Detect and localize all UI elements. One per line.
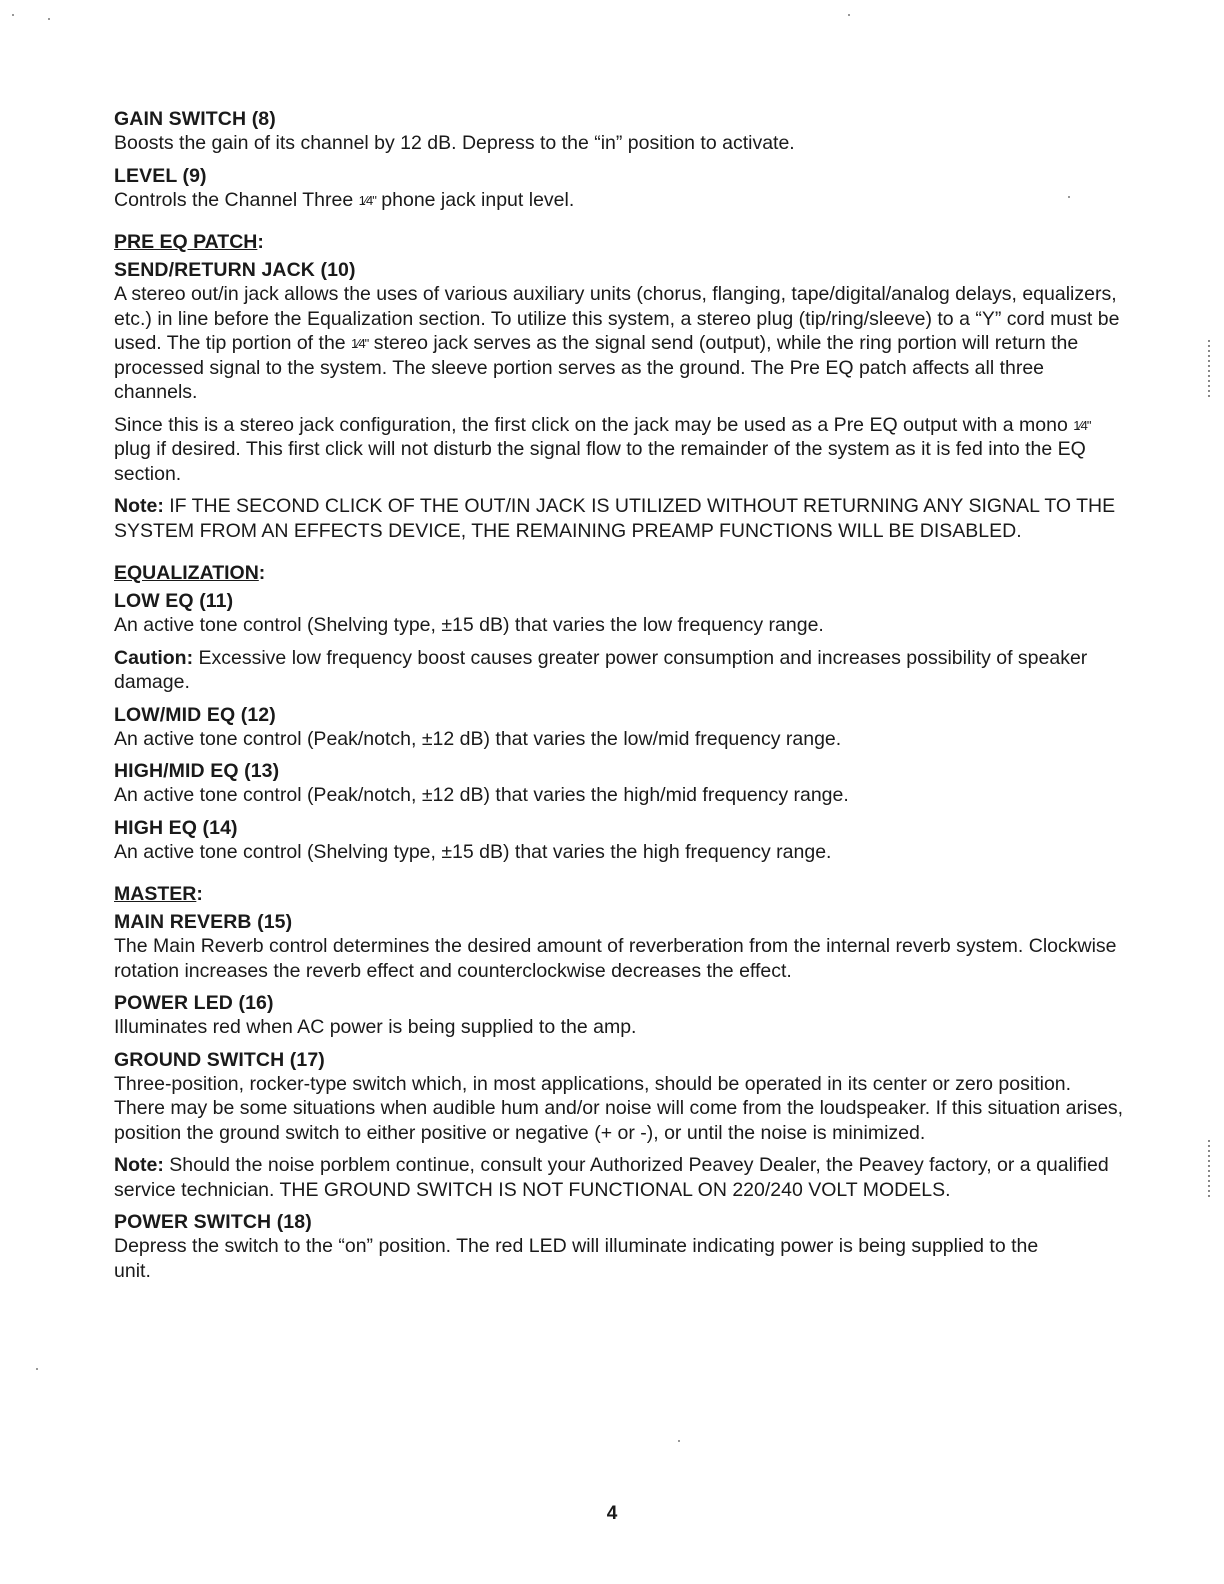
main-reverb-description: The Main Reverb control determines the desired amount of reverberation from the internal reverb system. Clockwise rotation increases the reverb effect and counterclockwise decreases the effect. bbox=[114, 935, 1117, 982]
level-text-end: phone jack input level. bbox=[375, 188, 575, 211]
master-title bbox=[114, 882, 1124, 906]
equalization-title bbox=[114, 561, 1124, 585]
high-mid-eq-heading: HIGH/MID EQ (13) bbox=[114, 760, 280, 782]
send-return-heading: SEND/RETURN JACK (10) bbox=[114, 259, 356, 281]
power-switch-entry bbox=[114, 1210, 1124, 1283]
caution-text: Excessive low frequency boost causes greater power consumption and increases possibility of speaker damage. bbox=[114, 646, 1088, 693]
master-title-text: MASTER bbox=[114, 883, 197, 905]
master-colon: : bbox=[196, 883, 203, 905]
scan-edge-mark bbox=[1208, 1140, 1210, 1200]
high-mid-eq-description: An active tone control (Peak/notch, ±12 dB) that varies the high/mid frequency range. bbox=[114, 784, 849, 806]
send-return-note bbox=[114, 494, 1124, 543]
equalization-title-text: EQUALIZATION bbox=[114, 562, 259, 584]
ground-switch-note bbox=[114, 1153, 1124, 1202]
page-number: 4 bbox=[606, 1503, 618, 1524]
equalization-colon: : bbox=[258, 562, 266, 584]
send-return-description bbox=[114, 282, 1124, 405]
high-eq-heading: HIGH EQ (14) bbox=[114, 816, 238, 839]
level-entry bbox=[114, 164, 1124, 213]
high-eq-entry bbox=[114, 816, 1124, 865]
note-text: Should the noise porblem continue, consult your Authorized Peavey Dealer, the Peavey factory, or a qualified service technician. THE GROUND SWITCH IS NOT FUNCTIONAL ON 220/240 VOLT MODELS. bbox=[114, 1154, 1109, 1201]
low-eq-description: An active tone control (Shelving type, ±15 dB) that varies the low frequency range. bbox=[114, 614, 824, 636]
note-label: Note: bbox=[114, 495, 164, 517]
ground-switch-entry bbox=[114, 1048, 1124, 1203]
low-mid-eq-heading: LOW/MID EQ (12) bbox=[114, 703, 276, 726]
low-mid-eq-description: An active tone control (Peak/notch, ±12 dB) that varies the low/mid frequency range. bbox=[114, 727, 842, 750]
level-description bbox=[114, 188, 1124, 213]
scan-speck bbox=[1068, 196, 1070, 198]
send-return-mono-description bbox=[114, 413, 1124, 487]
power-led-entry bbox=[114, 991, 1124, 1040]
low-mid-eq-entry bbox=[114, 703, 1124, 752]
power-led-heading: POWER LED (16) bbox=[114, 992, 274, 1014]
gain-switch-description: Boosts the gain of its channel by 12 dB. Depress to the “in” position to activate. bbox=[114, 132, 795, 154]
scan-speck bbox=[48, 18, 50, 20]
scan-edge-mark bbox=[1208, 340, 1210, 400]
quarter-inch-fraction: 1⁄4" bbox=[358, 192, 376, 208]
manual-content bbox=[114, 107, 1124, 1291]
scan-speck bbox=[678, 1440, 680, 1442]
quarter-inch-fraction: 1⁄4" bbox=[1073, 417, 1091, 433]
high-eq-description: An active tone control (Shelving type, ±15 dB) that varies the high frequency range. bbox=[114, 840, 832, 863]
ground-switch-description: Three-position, rocker-type switch which, in most applications, should be operated in its center or zero position. There may be some situations when audible hum and/or noise will come from the loudspeaker. If this situation arises, position the ground switch to either positive or negative (+ or -), or until the noise is minimized. bbox=[114, 1072, 1124, 1144]
scan-speck bbox=[12, 14, 14, 16]
send-return-entry bbox=[114, 258, 1124, 543]
level-text-start: Controls the Channel Three bbox=[114, 188, 359, 211]
power-led-description: Illuminates red when AC power is being supplied to the amp. bbox=[114, 1016, 637, 1038]
scan-speck bbox=[36, 1368, 38, 1370]
note-label: Note: bbox=[114, 1154, 164, 1176]
power-switch-description: Depress the switch to the “on” position. The red LED will illuminate indicating power is being supplied to the unit. bbox=[114, 1235, 1039, 1282]
note-text: IF THE SECOND CLICK OF THE OUT/IN JACK IS UTILIZED WITHOUT RETURNING ANY SIGNAL TO THE SYSTEM FROM AN EFFECTS DEVICE, THE REMAINING PREAMP FUNCTIONS WILL BE DISABLED. bbox=[114, 495, 1116, 542]
pre-eq-patch-colon: : bbox=[257, 231, 264, 253]
send-return-text-end: stereo jack serves as the signal send (output), while the ring portion will return the processed signal to the system. The sleeve portion serves as the ground. The Pre EQ patch affects all three channels. bbox=[114, 332, 1079, 403]
main-reverb-heading: MAIN REVERB (15) bbox=[114, 911, 293, 933]
gain-switch-heading: GAIN SWITCH (8) bbox=[114, 108, 276, 130]
low-eq-heading: LOW EQ (11) bbox=[114, 590, 234, 612]
ground-switch-heading: GROUND SWITCH (17) bbox=[114, 1048, 325, 1071]
pre-eq-patch-title-text: PRE EQ PATCH bbox=[114, 231, 258, 253]
quarter-inch-fraction: 1⁄4" bbox=[351, 336, 369, 351]
scan-speck bbox=[848, 14, 850, 16]
pre-eq-patch-title bbox=[114, 230, 1124, 254]
low-eq-caution bbox=[114, 646, 1124, 695]
mono-text-start: Since this is a stereo jack configuration, the first click on the jack may be used as a Pre EQ output with a mono bbox=[114, 413, 1074, 436]
send-return-text-start: A stereo out/in jack allows the uses of various auxiliary units (chorus, flanging, tape/digital/analog delays, equalizers, etc.) in line before the Equalization section. To utilize this system, a stereo plug (tip/ring/sleeve) to a “Y” cord must be used. The tip portion of the bbox=[114, 283, 1120, 354]
main-reverb-entry bbox=[114, 910, 1124, 983]
low-eq-entry bbox=[114, 589, 1124, 695]
caution-label: Caution: bbox=[114, 646, 194, 669]
power-switch-heading: POWER SWITCH (18) bbox=[114, 1211, 312, 1233]
gain-switch-entry bbox=[114, 107, 1124, 156]
level-heading: LEVEL (9) bbox=[114, 164, 207, 187]
mono-text-end: plug if desired. This first click will not disturb the signal flow to the remainder of the system as it is fed into the EQ section. bbox=[114, 438, 1086, 485]
high-mid-eq-entry bbox=[114, 759, 1124, 808]
